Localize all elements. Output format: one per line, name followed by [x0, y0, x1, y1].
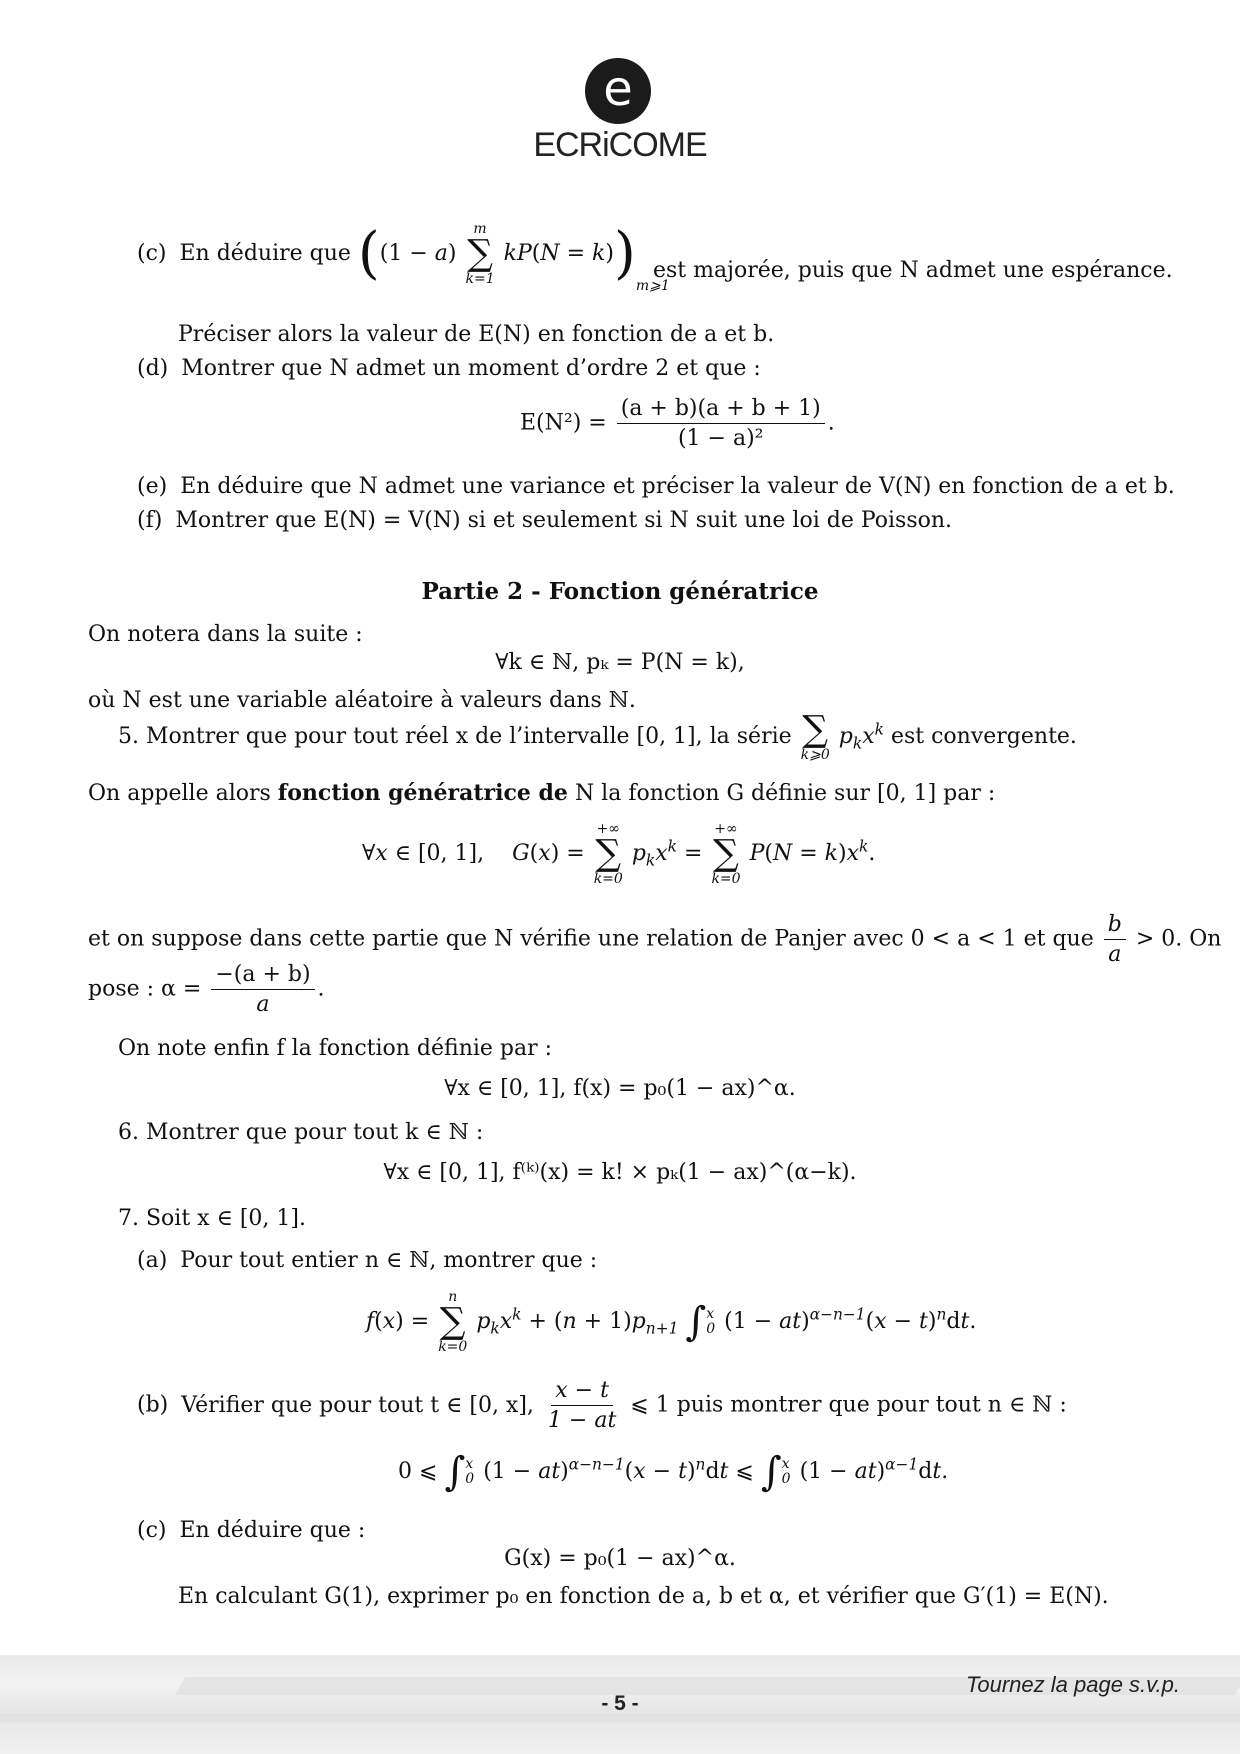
panjer-line: et on suppose dans cette partie que N vérifie une relation de Panjer avec 0 < a < 1 et que $\frac{b}{a}$ > 0. On	[88, 912, 1222, 968]
text-7c: En déduire que :	[179, 1518, 366, 1543]
pose-den: a	[256, 992, 270, 1018]
pose-text: pose : α =	[88, 976, 202, 1002]
q5-end: est convergente.	[890, 723, 1077, 749]
question-5: 5. Montrer que pour tout réel x de l’intervalle [0, 1], la série ∑ k⩾0 $p_kx^k$ est convergente.	[118, 709, 1077, 763]
formula-4d: E(N²) = $\frac{(a + b)(a + b + 1)}{\text{(1 − a)²}}$ .	[520, 396, 835, 452]
gen-def-1: On appelle alors	[88, 781, 271, 806]
text-4c-1: En déduire que	[179, 241, 351, 266]
q7b-num: x − t	[551, 1378, 613, 1406]
formula-4d-lhs: E(N²) =	[520, 410, 607, 436]
item-7b	[137, 1378, 1067, 1434]
text-7b-2: ⩽ 1 puis montrer que pour tout n ∈ ℕ :	[630, 1392, 1067, 1418]
f-intro: On note enfin f la fonction définie par :	[118, 1036, 553, 1061]
text-4c-3: Préciser alors la valeur de E(N) en fonction de a et b.	[178, 322, 775, 347]
ecricome-logo	[585, 58, 651, 124]
page-number: - 5 -	[601, 1692, 639, 1715]
text-7b-1: Vérifier que pour tout t ∈ [0, x],	[181, 1392, 534, 1418]
q5-text: 5. Montrer que pour tout réel x de l’intervalle [0, 1], la série	[118, 723, 792, 749]
formula-7a: f(x) = n ∑ k=0 $p_kx^k + (n + 1)p_{n+1}$ ∫ x 0 $(1 - at)^{\alpha-n-1}(x - t)^ndt$.	[366, 1289, 977, 1355]
label-4d: (d)	[137, 356, 169, 381]
q7c-end: En calculant G(1), exprimer p₀ en fonction de a, b et α, et vérifier que G′(1) = E(N).	[178, 1584, 1109, 1609]
panjer-2: > 0. On	[1135, 926, 1222, 952]
formula-4d-num: (a + b)(a + b + 1)	[617, 396, 825, 424]
question-6: 6. Montrer que pour tout k ∈ ℕ :	[118, 1120, 484, 1145]
label-4c: (c)	[137, 241, 167, 266]
where-text: où N est une variable aléatoire à valeurs dans ℕ.	[88, 688, 636, 713]
item-7c	[137, 1518, 365, 1544]
def-pk: ∀k ∈ ℕ, pₖ = P(N = k),	[495, 650, 745, 675]
pose-num: −(a + b)	[211, 962, 314, 990]
q7c-formula: G(x) = p₀(1 − ax)^α.	[504, 1546, 736, 1571]
gen-def	[88, 780, 995, 807]
logo-text: ECRiCOME	[533, 126, 707, 164]
q7b-den: 1 − at	[547, 1408, 617, 1434]
item-4f	[137, 508, 952, 534]
logo-letter: e	[603, 61, 633, 117]
text-7a: Pour tout entier n ∈ ℕ, montrer que :	[180, 1248, 598, 1273]
panjer-1: et on suppose dans cette partie que N vérifie une relation de Panjer avec 0 < a < 1 et que	[88, 926, 1094, 952]
text-4f: Montrer que E(N) = V(N) si et seulement si N suit une loi de Poisson.	[175, 508, 953, 533]
label-7a: (a)	[137, 1248, 168, 1273]
turn-page-note: Tournez la page s.v.p.	[965, 1672, 1180, 1697]
pose-alpha: pose : α = $\frac{-(a + b)}{a}$ .	[88, 962, 325, 1018]
question-7: 7. Soit x ∈ [0, 1].	[118, 1206, 306, 1231]
item-4d	[137, 356, 761, 382]
gen-def-2: N la fonction G définie sur [0, 1] par :	[574, 781, 996, 806]
part2-intro: On notera dans la suite :	[88, 622, 363, 647]
text-4d: Montrer que N admet un moment d’ordre 2 et que :	[181, 356, 761, 381]
formula-7b: 0 ⩽ ∫ x 0 $(1 - at)^{\alpha-n-1}(x - t)^ndt$ ⩽ ∫ x 0 (1 − at)$^{\alpha-1}$dt.	[398, 1449, 949, 1495]
f-def: ∀x ∈ [0, 1], f(x) = p₀(1 − ax)^α.	[444, 1076, 796, 1101]
item-7a	[137, 1248, 597, 1274]
label-4f: (f)	[137, 508, 163, 533]
gen-def-bold: fonction génératrice de	[277, 780, 568, 806]
text-4c-2: est majorée, puis que N admet une espérance.	[653, 258, 1173, 283]
formula-4d-den: (1 − a)²	[677, 426, 764, 452]
formula-G: ∀x ∈ [0, 1], G(x) = +∞ ∑ k=0 $p_kx^k$ = +∞ ∑ k=0 $P(N = k)x^k$.	[362, 821, 876, 887]
text-4e: En déduire que N admet une variance et préciser la valeur de V(N) en fonction de a et b.	[180, 474, 1175, 499]
item-4e	[137, 474, 1175, 500]
label-4e: (e)	[137, 474, 168, 499]
label-7b: (b)	[137, 1392, 169, 1418]
q6-formula: ∀x ∈ [0, 1], f⁽ᵏ⁾(x) = k! × pₖ(1 − ax)^(α−k).	[383, 1160, 857, 1185]
label-7c: (c)	[137, 1518, 167, 1543]
section-title: Partie 2 - Fonction génératrice	[421, 578, 819, 605]
item-4c: (c) En déduire que ((1 − a) m ∑ k=1 $kP(N = k))_{m⩾1}$	[137, 221, 670, 294]
